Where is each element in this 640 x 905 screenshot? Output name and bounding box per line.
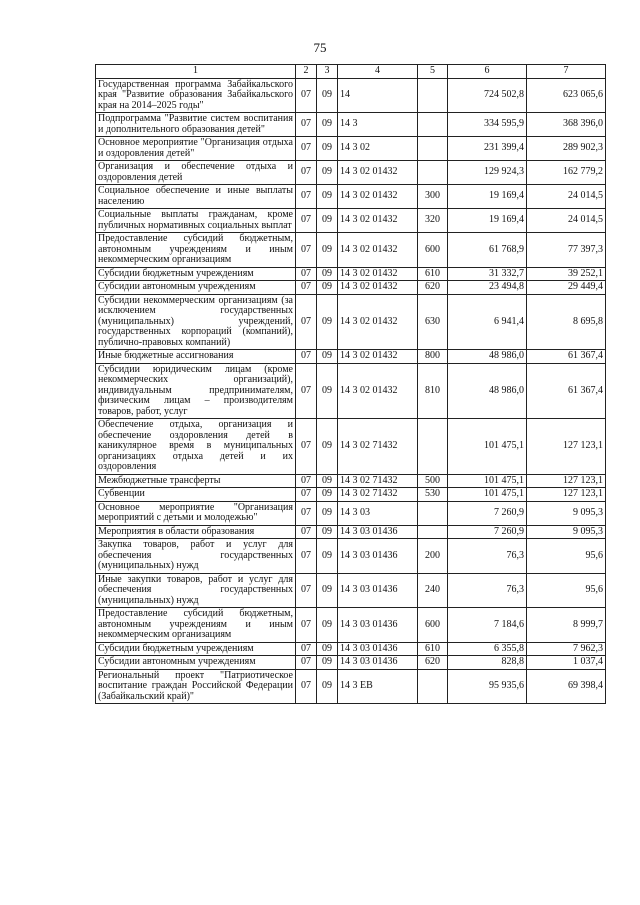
amount-year-1: 7 184,6 bbox=[448, 608, 527, 643]
amount-year-1: 19 169,4 bbox=[448, 209, 527, 233]
amount-year-2: 61 367,4 bbox=[527, 363, 606, 419]
target-article-code: 14 3 03 01436 bbox=[338, 642, 418, 656]
amount-year-2: 61 367,4 bbox=[527, 350, 606, 364]
amount-year-1: 724 502,8 bbox=[448, 78, 527, 113]
target-article-code: 14 3 EB bbox=[338, 669, 418, 704]
amount-year-2: 289 902,3 bbox=[527, 137, 606, 161]
row-name: Субсидии бюджетным учреждениям bbox=[96, 642, 296, 656]
table-row bbox=[96, 642, 606, 656]
amount-year-2: 95,6 bbox=[527, 539, 606, 574]
table-row bbox=[96, 113, 606, 137]
section-code: 07 bbox=[296, 642, 317, 656]
amount-year-1: 61 768,9 bbox=[448, 233, 527, 268]
target-article-code: 14 3 02 71432 bbox=[338, 474, 418, 488]
column-number: 2 bbox=[296, 65, 317, 79]
amount-year-2: 127 123,1 bbox=[527, 488, 606, 502]
column-number: 3 bbox=[317, 65, 338, 79]
expense-type-code: 610 bbox=[418, 642, 448, 656]
table-row bbox=[96, 669, 606, 704]
expense-type-code: 620 bbox=[418, 281, 448, 295]
column-number: 1 bbox=[96, 65, 296, 79]
amount-year-1: 19 169,4 bbox=[448, 185, 527, 209]
section-code: 07 bbox=[296, 501, 317, 525]
row-name: Организация и обеспечение отдыха и оздоровления детей bbox=[96, 161, 296, 185]
row-name: Иные бюджетные ассигнования bbox=[96, 350, 296, 364]
expense-type-code: 500 bbox=[418, 474, 448, 488]
row-name: Иные закупки товаров, работ и услуг для обеспечения государственных (муниципальных) нужд bbox=[96, 573, 296, 608]
amount-year-2: 9 095,3 bbox=[527, 525, 606, 539]
row-name: Субсидии некоммерческим организациям (за исключением государственных (муниципальных) учреждений, государственных корпораций (компаний), публично-правовых компаний) bbox=[96, 294, 296, 350]
amount-year-2: 8 999,7 bbox=[527, 608, 606, 643]
section-code: 07 bbox=[296, 350, 317, 364]
table-row bbox=[96, 161, 606, 185]
table-row bbox=[96, 78, 606, 113]
row-name: Региональный проект "Патриотическое воспитание граждан Российской Федерации (Забайкальский край)" bbox=[96, 669, 296, 704]
row-name: Социальные выплаты гражданам, кроме публичных нормативных социальных выплат bbox=[96, 209, 296, 233]
column-number: 5 bbox=[418, 65, 448, 79]
target-article-code: 14 3 02 01432 bbox=[338, 363, 418, 419]
subsection-code: 09 bbox=[317, 78, 338, 113]
amount-year-1: 31 332,7 bbox=[448, 267, 527, 281]
expense-type-code: 240 bbox=[418, 573, 448, 608]
amount-year-1: 101 475,1 bbox=[448, 419, 527, 475]
column-number: 6 bbox=[448, 65, 527, 79]
section-code: 07 bbox=[296, 573, 317, 608]
amount-year-1: 101 475,1 bbox=[448, 474, 527, 488]
amount-year-1: 129 924,3 bbox=[448, 161, 527, 185]
table-row bbox=[96, 363, 606, 419]
target-article-code: 14 3 02 01432 bbox=[338, 233, 418, 268]
section-code: 07 bbox=[296, 608, 317, 643]
section-code: 07 bbox=[296, 113, 317, 137]
amount-year-2: 69 398,4 bbox=[527, 669, 606, 704]
expense-type-code: 530 bbox=[418, 488, 448, 502]
row-name: Предоставление субсидий бюджетным, автономным учреждениям и иным некоммерческим организациям bbox=[96, 608, 296, 643]
target-article-code: 14 3 02 01432 bbox=[338, 281, 418, 295]
row-name: Обеспечение отдыха, организация и обеспечение оздоровления детей в каникулярное время в муниципальных организациях отдыха детей и их оздоровления bbox=[96, 419, 296, 475]
amount-year-1: 76,3 bbox=[448, 573, 527, 608]
row-name: Основное мероприятие "Организация отдыха и оздоровления детей" bbox=[96, 137, 296, 161]
subsection-code: 09 bbox=[317, 474, 338, 488]
section-code: 07 bbox=[296, 137, 317, 161]
target-article-code: 14 3 02 71432 bbox=[338, 488, 418, 502]
subsection-code: 09 bbox=[317, 267, 338, 281]
table-row bbox=[96, 137, 606, 161]
subsection-code: 09 bbox=[317, 656, 338, 670]
subsection-code: 09 bbox=[317, 525, 338, 539]
target-article-code: 14 3 03 bbox=[338, 501, 418, 525]
table-row bbox=[96, 488, 606, 502]
expense-type-code bbox=[418, 161, 448, 185]
section-code: 07 bbox=[296, 363, 317, 419]
row-name: Предоставление субсидий бюджетным, автономным учреждениям и иным некоммерческим организациям bbox=[96, 233, 296, 268]
row-name: Социальное обеспечение и иные выплаты населению bbox=[96, 185, 296, 209]
expense-type-code bbox=[418, 78, 448, 113]
expense-type-code: 630 bbox=[418, 294, 448, 350]
row-name: Субвенции bbox=[96, 488, 296, 502]
target-article-code: 14 3 02 71432 bbox=[338, 419, 418, 475]
expense-type-code: 300 bbox=[418, 185, 448, 209]
amount-year-2: 39 252,1 bbox=[527, 267, 606, 281]
table-row bbox=[96, 185, 606, 209]
amount-year-2: 127 123,1 bbox=[527, 474, 606, 488]
table-row bbox=[96, 539, 606, 574]
column-number: 7 bbox=[527, 65, 606, 79]
target-article-code: 14 3 02 01432 bbox=[338, 350, 418, 364]
amount-year-2: 127 123,1 bbox=[527, 419, 606, 475]
section-code: 07 bbox=[296, 78, 317, 113]
row-name: Государственная программа Забайкальского края "Развитие образования Забайкальского края на 2014–2025 годы" bbox=[96, 78, 296, 113]
section-code: 07 bbox=[296, 539, 317, 574]
section-code: 07 bbox=[296, 474, 317, 488]
table-row bbox=[96, 350, 606, 364]
subsection-code: 09 bbox=[317, 161, 338, 185]
table-row bbox=[96, 233, 606, 268]
row-name: Закупка товаров, работ и услуг для обеспечения государственных (муниципальных) нужд bbox=[96, 539, 296, 574]
amount-year-1: 101 475,1 bbox=[448, 488, 527, 502]
section-code: 07 bbox=[296, 525, 317, 539]
section-code: 07 bbox=[296, 161, 317, 185]
amount-year-2: 1 037,4 bbox=[527, 656, 606, 670]
column-number-row bbox=[96, 65, 606, 79]
column-number: 4 bbox=[338, 65, 418, 79]
target-article-code: 14 3 02 01432 bbox=[338, 209, 418, 233]
target-article-code: 14 3 03 01436 bbox=[338, 656, 418, 670]
subsection-code: 09 bbox=[317, 669, 338, 704]
expense-type-code bbox=[418, 501, 448, 525]
subsection-code: 09 bbox=[317, 185, 338, 209]
table-row bbox=[96, 608, 606, 643]
amount-year-1: 334 595,9 bbox=[448, 113, 527, 137]
amount-year-1: 7 260,9 bbox=[448, 501, 527, 525]
table-row bbox=[96, 525, 606, 539]
section-code: 07 bbox=[296, 209, 317, 233]
table-row bbox=[96, 281, 606, 295]
amount-year-1: 7 260,9 bbox=[448, 525, 527, 539]
section-code: 07 bbox=[296, 656, 317, 670]
section-code: 07 bbox=[296, 294, 317, 350]
subsection-code: 09 bbox=[317, 539, 338, 574]
table-row bbox=[96, 209, 606, 233]
subsection-code: 09 bbox=[317, 363, 338, 419]
subsection-code: 09 bbox=[317, 113, 338, 137]
row-name: Субсидии юридическим лицам (кроме некоммерческих организаций), индивидуальным предпринимателям, физическим лицам – производителям товаров, работ, услуг bbox=[96, 363, 296, 419]
section-code: 07 bbox=[296, 185, 317, 209]
amount-year-2: 162 779,2 bbox=[527, 161, 606, 185]
target-article-code: 14 3 02 01432 bbox=[338, 294, 418, 350]
amount-year-2: 95,6 bbox=[527, 573, 606, 608]
expense-type-code: 600 bbox=[418, 233, 448, 268]
section-code: 07 bbox=[296, 669, 317, 704]
subsection-code: 09 bbox=[317, 573, 338, 608]
row-name: Межбюджетные трансферты bbox=[96, 474, 296, 488]
target-article-code: 14 3 bbox=[338, 113, 418, 137]
section-code: 07 bbox=[296, 233, 317, 268]
amount-year-1: 6 355,8 bbox=[448, 642, 527, 656]
amount-year-1: 6 941,4 bbox=[448, 294, 527, 350]
table-row bbox=[96, 267, 606, 281]
subsection-code: 09 bbox=[317, 137, 338, 161]
amount-year-2: 7 962,3 bbox=[527, 642, 606, 656]
expense-type-code: 320 bbox=[418, 209, 448, 233]
expense-type-code: 800 bbox=[418, 350, 448, 364]
table-row bbox=[96, 474, 606, 488]
table-row bbox=[96, 294, 606, 350]
expense-type-code bbox=[418, 113, 448, 137]
target-article-code: 14 3 03 01436 bbox=[338, 525, 418, 539]
amount-year-1: 48 986,0 bbox=[448, 363, 527, 419]
section-code: 07 bbox=[296, 281, 317, 295]
subsection-code: 09 bbox=[317, 419, 338, 475]
page-number: 75 bbox=[313, 40, 327, 55]
target-article-code: 14 3 02 bbox=[338, 137, 418, 161]
section-code: 07 bbox=[296, 267, 317, 281]
subsection-code: 09 bbox=[317, 501, 338, 525]
amount-year-2: 77 397,3 bbox=[527, 233, 606, 268]
amount-year-2: 24 014,5 bbox=[527, 209, 606, 233]
expense-type-code: 610 bbox=[418, 267, 448, 281]
amount-year-1: 48 986,0 bbox=[448, 350, 527, 364]
amount-year-2: 9 095,3 bbox=[527, 501, 606, 525]
expense-type-code: 620 bbox=[418, 656, 448, 670]
amount-year-2: 29 449,4 bbox=[527, 281, 606, 295]
amount-year-1: 95 935,6 bbox=[448, 669, 527, 704]
subsection-code: 09 bbox=[317, 488, 338, 502]
row-name: Субсидии автономным учреждениям bbox=[96, 281, 296, 295]
section-code: 07 bbox=[296, 488, 317, 502]
row-name: Субсидии бюджетным учреждениям bbox=[96, 267, 296, 281]
subsection-code: 09 bbox=[317, 642, 338, 656]
subsection-code: 09 bbox=[317, 608, 338, 643]
target-article-code: 14 bbox=[338, 78, 418, 113]
section-code: 07 bbox=[296, 419, 317, 475]
table-row bbox=[96, 656, 606, 670]
target-article-code: 14 3 03 01436 bbox=[338, 539, 418, 574]
target-article-code: 14 3 02 01432 bbox=[338, 161, 418, 185]
budget-table bbox=[95, 64, 606, 704]
amount-year-1: 23 494,8 bbox=[448, 281, 527, 295]
subsection-code: 09 bbox=[317, 281, 338, 295]
target-article-code: 14 3 03 01436 bbox=[338, 573, 418, 608]
amount-year-2: 623 065,6 bbox=[527, 78, 606, 113]
amount-year-1: 76,3 bbox=[448, 539, 527, 574]
expense-type-code: 810 bbox=[418, 363, 448, 419]
amount-year-2: 24 014,5 bbox=[527, 185, 606, 209]
subsection-code: 09 bbox=[317, 209, 338, 233]
amount-year-1: 828,8 bbox=[448, 656, 527, 670]
target-article-code: 14 3 02 01432 bbox=[338, 267, 418, 281]
expense-type-code: 200 bbox=[418, 539, 448, 574]
expense-type-code bbox=[418, 419, 448, 475]
row-name: Субсидии автономным учреждениям bbox=[96, 656, 296, 670]
table-row bbox=[96, 573, 606, 608]
table-row bbox=[96, 501, 606, 525]
amount-year-2: 368 396,0 bbox=[527, 113, 606, 137]
amount-year-2: 8 695,8 bbox=[527, 294, 606, 350]
expense-type-code bbox=[418, 669, 448, 704]
expense-type-code bbox=[418, 137, 448, 161]
subsection-code: 09 bbox=[317, 350, 338, 364]
row-name: Подпрограмма "Развитие систем воспитания и дополнительного образования детей" bbox=[96, 113, 296, 137]
target-article-code: 14 3 02 01432 bbox=[338, 185, 418, 209]
subsection-code: 09 bbox=[317, 233, 338, 268]
subsection-code: 09 bbox=[317, 294, 338, 350]
row-name: Основное мероприятие "Организация мероприятий с детьми и молодежью" bbox=[96, 501, 296, 525]
amount-year-1: 231 399,4 bbox=[448, 137, 527, 161]
expense-type-code: 600 bbox=[418, 608, 448, 643]
row-name: Мероприятия в области образования bbox=[96, 525, 296, 539]
target-article-code: 14 3 03 01436 bbox=[338, 608, 418, 643]
expense-type-code bbox=[418, 525, 448, 539]
table-row bbox=[96, 419, 606, 475]
